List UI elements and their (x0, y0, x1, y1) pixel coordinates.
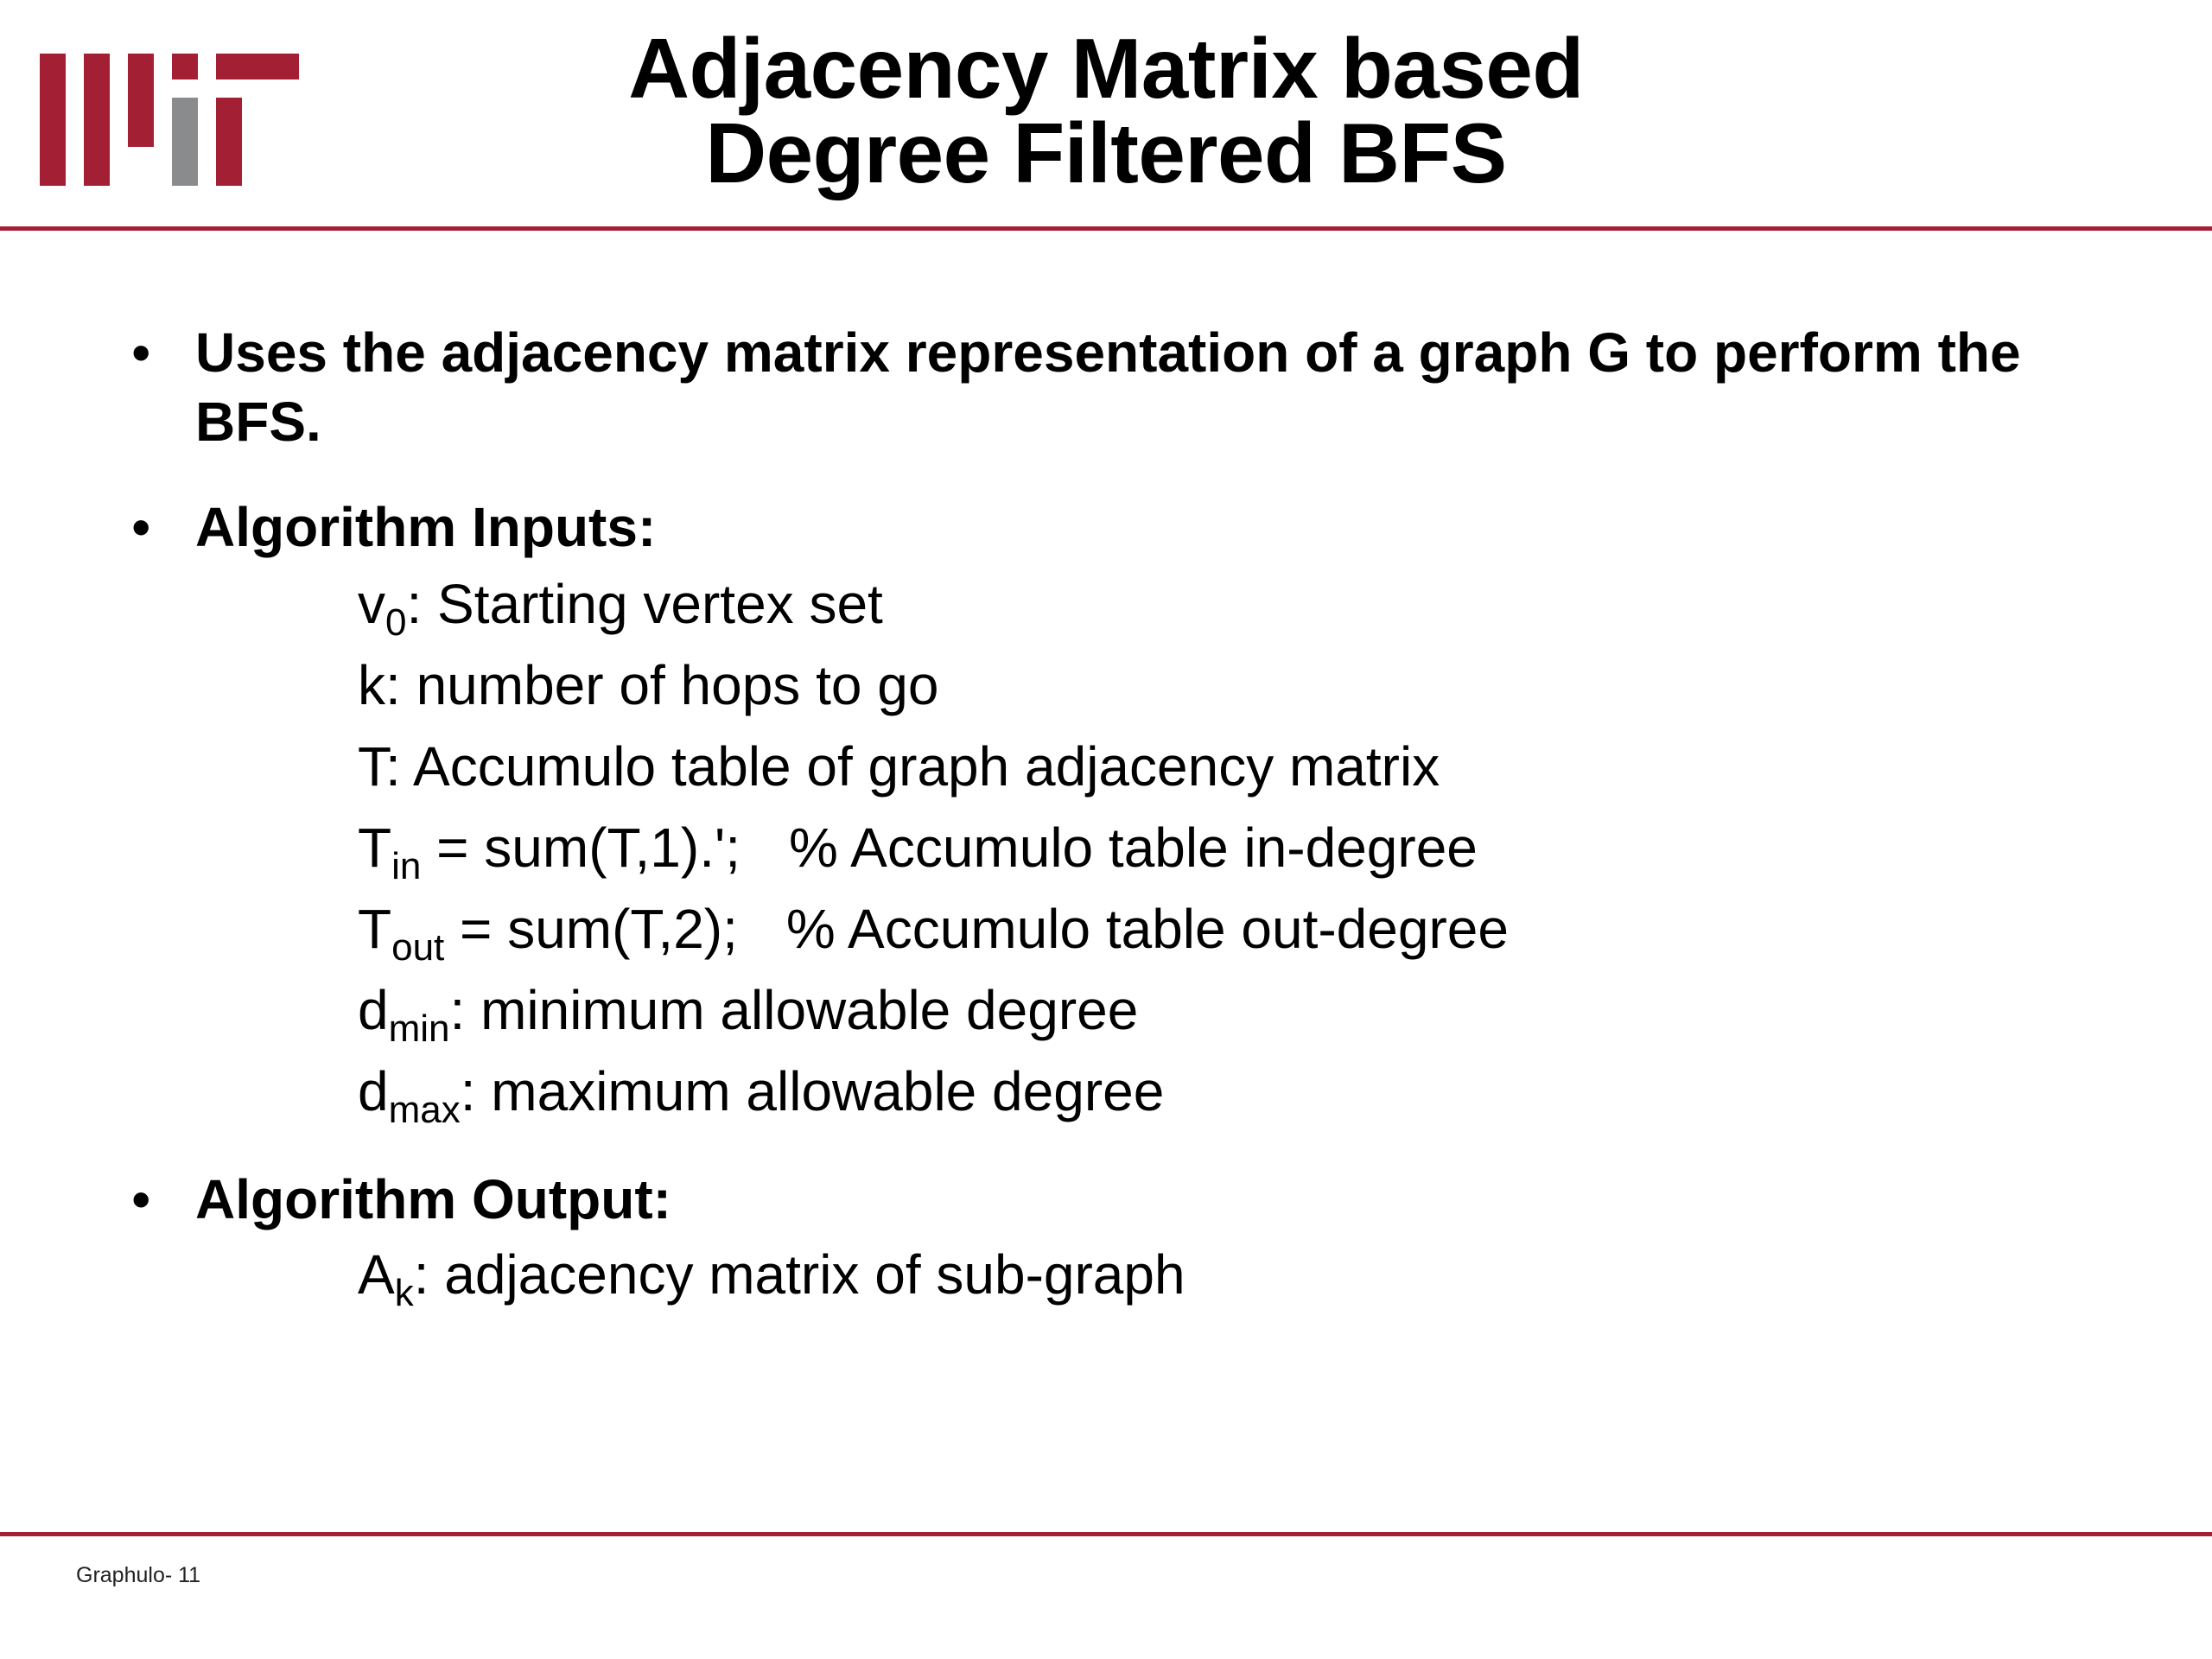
input-v0: $v_0$: Starting vertex set (358, 573, 883, 644)
input-t: T: Accumulo table of graph adjacency matrix (358, 735, 1440, 798)
slide-title (484, 21, 1728, 200)
input-dmax: $d_{max}$: maximum allowable degree (358, 1060, 1165, 1131)
bullet-icon: • (131, 321, 151, 384)
bullet-uses-text: Uses the adjacency matrix representation of a graph G to perform the BFS. (195, 321, 2021, 453)
mit-logo (40, 54, 299, 186)
input-k: k: number of hops to go (358, 654, 939, 716)
footer-divider (0, 1532, 2212, 1536)
input-tin: $T_{in} = sum(T,1).'$; % Accumulo table in-degree (358, 817, 1478, 887)
outputs-list (358, 1234, 1185, 1315)
slide-footer: Graphulo- 11 (76, 1563, 201, 1587)
bullet-output-heading: Algorithm Output: (195, 1168, 671, 1230)
inputs-list (358, 563, 1509, 1132)
input-dmin: $d_{min}$: minimum allowable degree (358, 979, 1139, 1050)
title-divider (0, 226, 2212, 231)
bullet-icon: • (131, 1168, 151, 1230)
slide-title-line1: Adjacency Matrix based (628, 21, 1584, 116)
output-ak: $A_k$: adjacency matrix of sub-graph (358, 1243, 1185, 1314)
input-tout: $T_{out} = sum(T,2)$; % Accumulo table out-degree (358, 898, 1509, 969)
bullet-inputs-heading: Algorithm Inputs: (195, 496, 657, 558)
bullet-icon: • (131, 496, 151, 558)
slide-title-line2: Degree Filtered BFS (705, 105, 1507, 200)
